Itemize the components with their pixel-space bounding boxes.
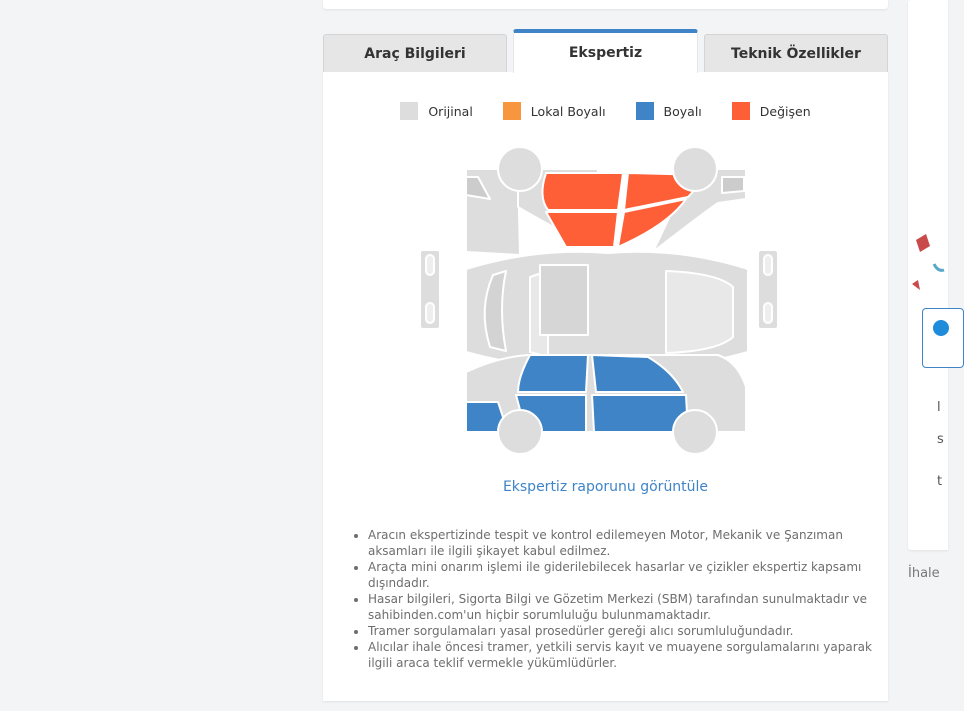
side-option-box[interactable] bbox=[922, 308, 964, 368]
legend-label: Lokal Boyalı bbox=[530, 103, 606, 119]
legend-swatch-boyali bbox=[636, 102, 654, 120]
car-side-top bbox=[466, 147, 746, 255]
previous-card bbox=[323, 0, 888, 9]
part-front-light-left bbox=[426, 255, 434, 275]
ekspertiz-panel bbox=[323, 72, 888, 701]
tab-bar bbox=[323, 29, 888, 73]
disclaimer-item: • Aracın ekspertizinde tespit ve kontrol edilemeyen Motor, Mekanik ve Şanzıman aksamları ile ilgili şikayet kabul edilmez. bbox=[368, 527, 883, 559]
decorative-graphic bbox=[908, 228, 948, 298]
part-rear-light-right bbox=[764, 303, 772, 323]
disclaimer-list bbox=[346, 527, 883, 671]
side-text-1: l bbox=[937, 400, 941, 415]
tab-teknik-ozellikler[interactable]: Teknik Özellikler bbox=[704, 34, 888, 72]
part-top-front-window[interactable] bbox=[546, 212, 618, 247]
legend-label: Değişen bbox=[759, 103, 811, 119]
part-rear-window[interactable] bbox=[666, 271, 733, 353]
legend-swatch-lokal-boyali bbox=[503, 102, 521, 120]
part-front-light-right bbox=[426, 303, 434, 323]
part-roof[interactable] bbox=[540, 265, 588, 335]
legend-swatch-orijinal bbox=[400, 102, 418, 120]
side-text-3: t bbox=[937, 474, 943, 489]
wheel-top-front bbox=[498, 147, 542, 191]
legend-swatch-degisen bbox=[732, 102, 750, 120]
radio-icon[interactable] bbox=[933, 320, 949, 336]
part-bottom-front-window[interactable] bbox=[518, 355, 588, 392]
disclaimer-item: • Hasar bilgileri, Sigorta Bilgi ve Gözetim Merkezi (SBM) tarafından sunulmaktadır ve sahibinden.com'un hiçbir sorumluluğu bulunmamaktadır. bbox=[368, 591, 883, 623]
legend bbox=[323, 102, 888, 120]
car-damage-diagram bbox=[418, 147, 793, 457]
right-side-panel bbox=[908, 0, 948, 550]
part-rear-light-left bbox=[764, 255, 772, 275]
view-report-link[interactable]: Ekspertiz raporunu görüntüle bbox=[502, 479, 709, 495]
part-top-front-door[interactable] bbox=[542, 173, 623, 210]
tab-ekspertiz[interactable]: Ekspertiz bbox=[513, 29, 698, 73]
legend-item-orijinal bbox=[400, 102, 472, 120]
disclaimer-item: • Araçta mini onarım işlemi ile giderilebilecek hasarlar ve çizikler ekspertiz kapsamı dışındadır. bbox=[368, 559, 883, 591]
legend-label: Orijinal bbox=[428, 103, 473, 119]
car-side-bottom bbox=[466, 355, 746, 454]
ihale-label: İhale bbox=[908, 566, 940, 581]
wheel-top-rear bbox=[673, 147, 717, 191]
part-top-taillight bbox=[722, 177, 744, 193]
legend-item-boyali bbox=[636, 102, 702, 120]
car-top-view bbox=[420, 250, 778, 368]
disclaimer-item: • Tramer sorgulamaları yasal prosedürler gereği alıcı sorumluluğundadır. bbox=[368, 623, 883, 639]
legend-item-lokal-boyali bbox=[503, 102, 606, 120]
wheel-bottom-rear bbox=[673, 410, 717, 454]
disclaimer-item: • Alıcılar ihale öncesi tramer, yetkili servis kayıt ve muayene sorgulamalarını yaparak ilgili araca teklif vermekle yükümlüdürler. bbox=[368, 639, 883, 671]
side-text-2: s bbox=[937, 432, 944, 447]
wheel-bottom-front bbox=[498, 410, 542, 454]
tab-arac-bilgileri[interactable]: Araç Bilgileri bbox=[323, 34, 507, 72]
legend-item-degisen bbox=[732, 102, 811, 120]
legend-label: Boyalı bbox=[663, 103, 702, 119]
